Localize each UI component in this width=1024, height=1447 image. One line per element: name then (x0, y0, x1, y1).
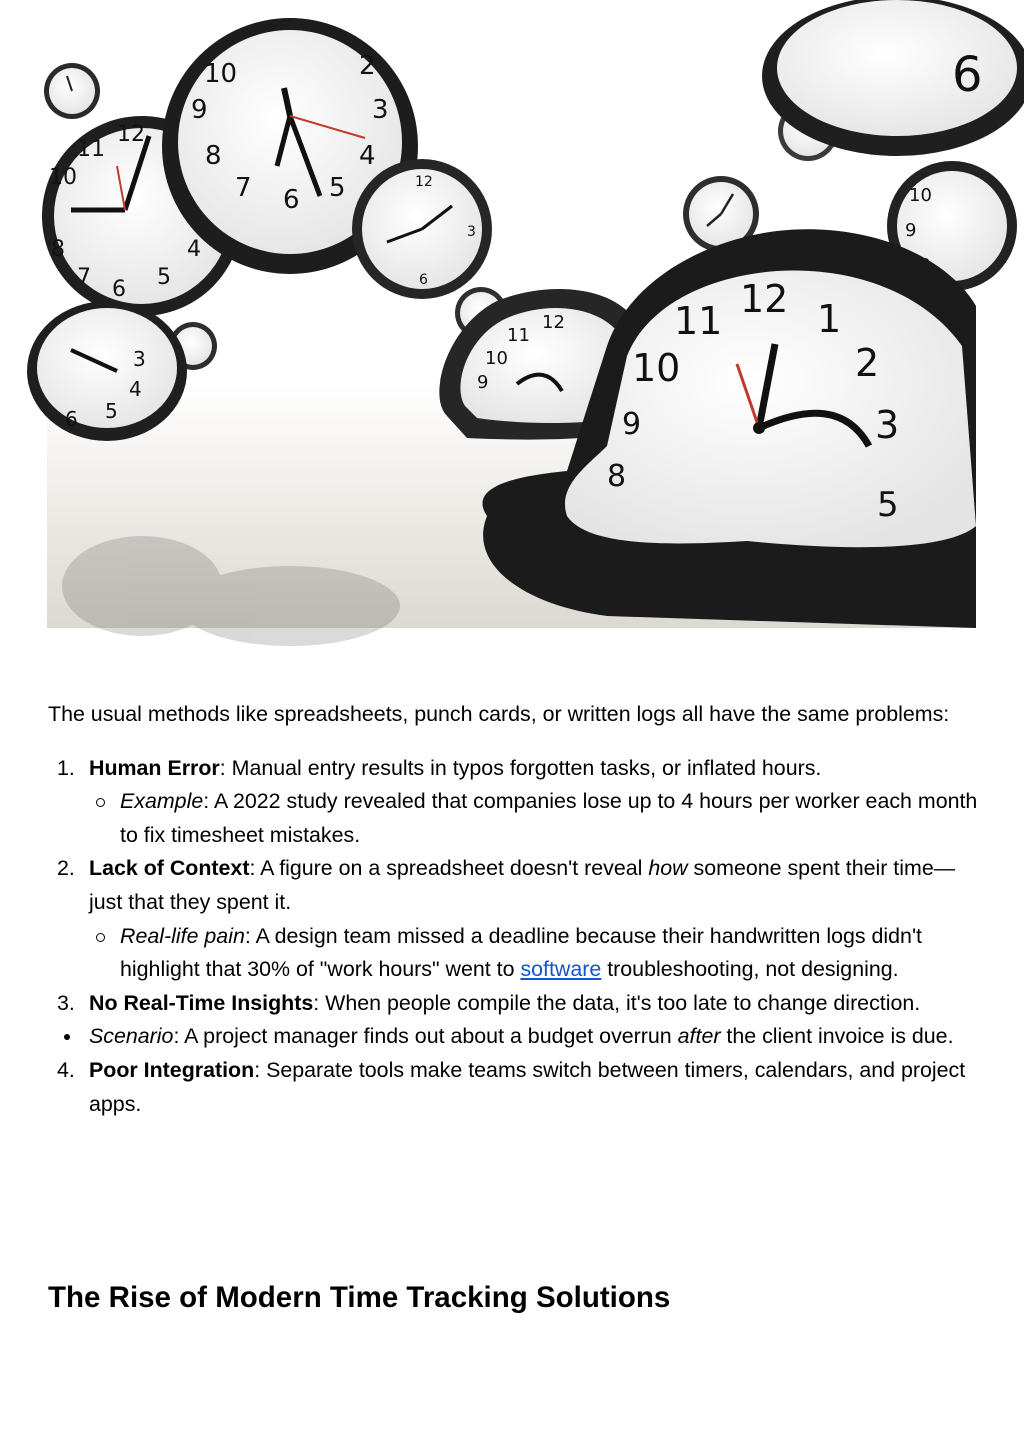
article-body (48, 698, 978, 1121)
svg-text:12: 12 (740, 277, 789, 321)
svg-text:4: 4 (187, 237, 201, 262)
svg-text:12: 12 (542, 312, 565, 333)
svg-text:11: 11 (507, 325, 530, 346)
item-text: someone spent their time—just that they spent it. (89, 856, 956, 914)
scenario-text: the client invoice is due. (720, 1024, 954, 1049)
item-text: : Separate tools make teams switch between timers, calendars, and project apps. (89, 1057, 966, 1116)
svg-text:6: 6 (65, 407, 78, 431)
svg-text:12: 12 (117, 122, 145, 147)
svg-text:3: 3 (133, 347, 146, 371)
svg-text:6: 6 (112, 277, 126, 302)
svg-text:5: 5 (105, 399, 118, 423)
svg-text:9: 9 (191, 95, 208, 125)
intro-paragraph: The usual methods like spreadsheets, punch cards, or written logs all have the same problems: (48, 702, 950, 726)
svg-text:6: 6 (952, 47, 983, 103)
svg-text:3: 3 (875, 403, 900, 447)
item-title: Poor Integration (89, 1057, 255, 1082)
list-number: 3. (57, 990, 75, 1015)
sub-text: troubleshooting, not designing. (601, 957, 899, 982)
list-item (48, 987, 978, 1021)
svg-text:3: 3 (372, 95, 389, 125)
item-text: : Manual entry results in typos forgotten tasks, or inflated hours. (219, 755, 822, 780)
item-title: No Real-Time Insights (89, 990, 314, 1015)
svg-text:8: 8 (51, 237, 65, 262)
sub-list-item (48, 785, 978, 852)
svg-text:4: 4 (129, 377, 142, 401)
sub-list-item (48, 920, 978, 987)
list-number: 4. (57, 1057, 75, 1082)
bullet-list-item (48, 1020, 978, 1054)
svg-text:12: 12 (415, 174, 433, 190)
scenario-emphasis: after (677, 1024, 721, 1049)
svg-text:5: 5 (157, 265, 171, 290)
svg-text:2: 2 (359, 51, 376, 81)
item-title: Lack of Context (89, 856, 250, 881)
software-link[interactable]: software (520, 957, 602, 982)
section-heading: The Rise of Modern Time Tracking Solutions (48, 1281, 671, 1314)
svg-text:2: 2 (855, 341, 880, 385)
circle-bullet-icon (96, 933, 105, 942)
svg-text:6: 6 (283, 185, 300, 215)
svg-text:10: 10 (632, 346, 681, 390)
svg-text:4: 4 (359, 141, 376, 171)
svg-text:8: 8 (607, 459, 627, 494)
list-item (48, 752, 978, 786)
scenario-text: : A project manager finds out about a budget overrun (173, 1024, 678, 1049)
svg-text:10: 10 (49, 165, 77, 190)
sub-label: Real-life pain (120, 923, 245, 948)
svg-text:9: 9 (622, 407, 642, 442)
svg-text:10: 10 (204, 59, 238, 89)
item-text: : When people compile the data, it's too late to change direction. (313, 990, 921, 1015)
svg-text:5: 5 (877, 485, 899, 525)
svg-text:11: 11 (674, 299, 723, 343)
svg-text:5: 5 (329, 173, 346, 203)
sub-label: Example (120, 789, 204, 814)
svg-text:10: 10 (909, 185, 932, 206)
svg-text:3: 3 (467, 224, 476, 240)
svg-text:11: 11 (77, 137, 105, 162)
bullet-icon (64, 1034, 70, 1040)
item-text: : A figure on a spreadsheet doesn't reveal (249, 856, 649, 881)
sub-text: : A 2022 study revealed that companies lose up to 4 hours per worker each month to fix timesheet mistakes. (120, 789, 978, 847)
clock-icon (27, 301, 187, 441)
clock-icon (44, 63, 100, 119)
list-number: 2. (57, 856, 75, 881)
svg-text:7: 7 (235, 173, 252, 203)
circle-bullet-icon (96, 798, 105, 807)
item-title: Human Error (89, 755, 220, 780)
list-item (48, 852, 978, 919)
list-number: 1. (57, 755, 75, 780)
svg-text:9: 9 (905, 220, 917, 241)
hero-image (47, 46, 983, 628)
sub-text: : A design team missed a deadline because their handwritten logs didn't highlight that 30% of "work hours" went to (120, 923, 922, 982)
svg-text:9: 9 (477, 372, 489, 393)
svg-text:7: 7 (77, 265, 91, 290)
problems-list (48, 752, 978, 1122)
item-emphasis: how (648, 856, 688, 881)
list-item (48, 1054, 978, 1121)
svg-text:8: 8 (205, 141, 222, 171)
svg-text:10: 10 (485, 348, 508, 369)
melting-clocks-illustration (47, 46, 983, 628)
svg-text:6: 6 (419, 272, 428, 288)
svg-text:1: 1 (817, 297, 842, 341)
clock-icon (352, 159, 492, 299)
scenario-label: Scenario (89, 1024, 174, 1049)
